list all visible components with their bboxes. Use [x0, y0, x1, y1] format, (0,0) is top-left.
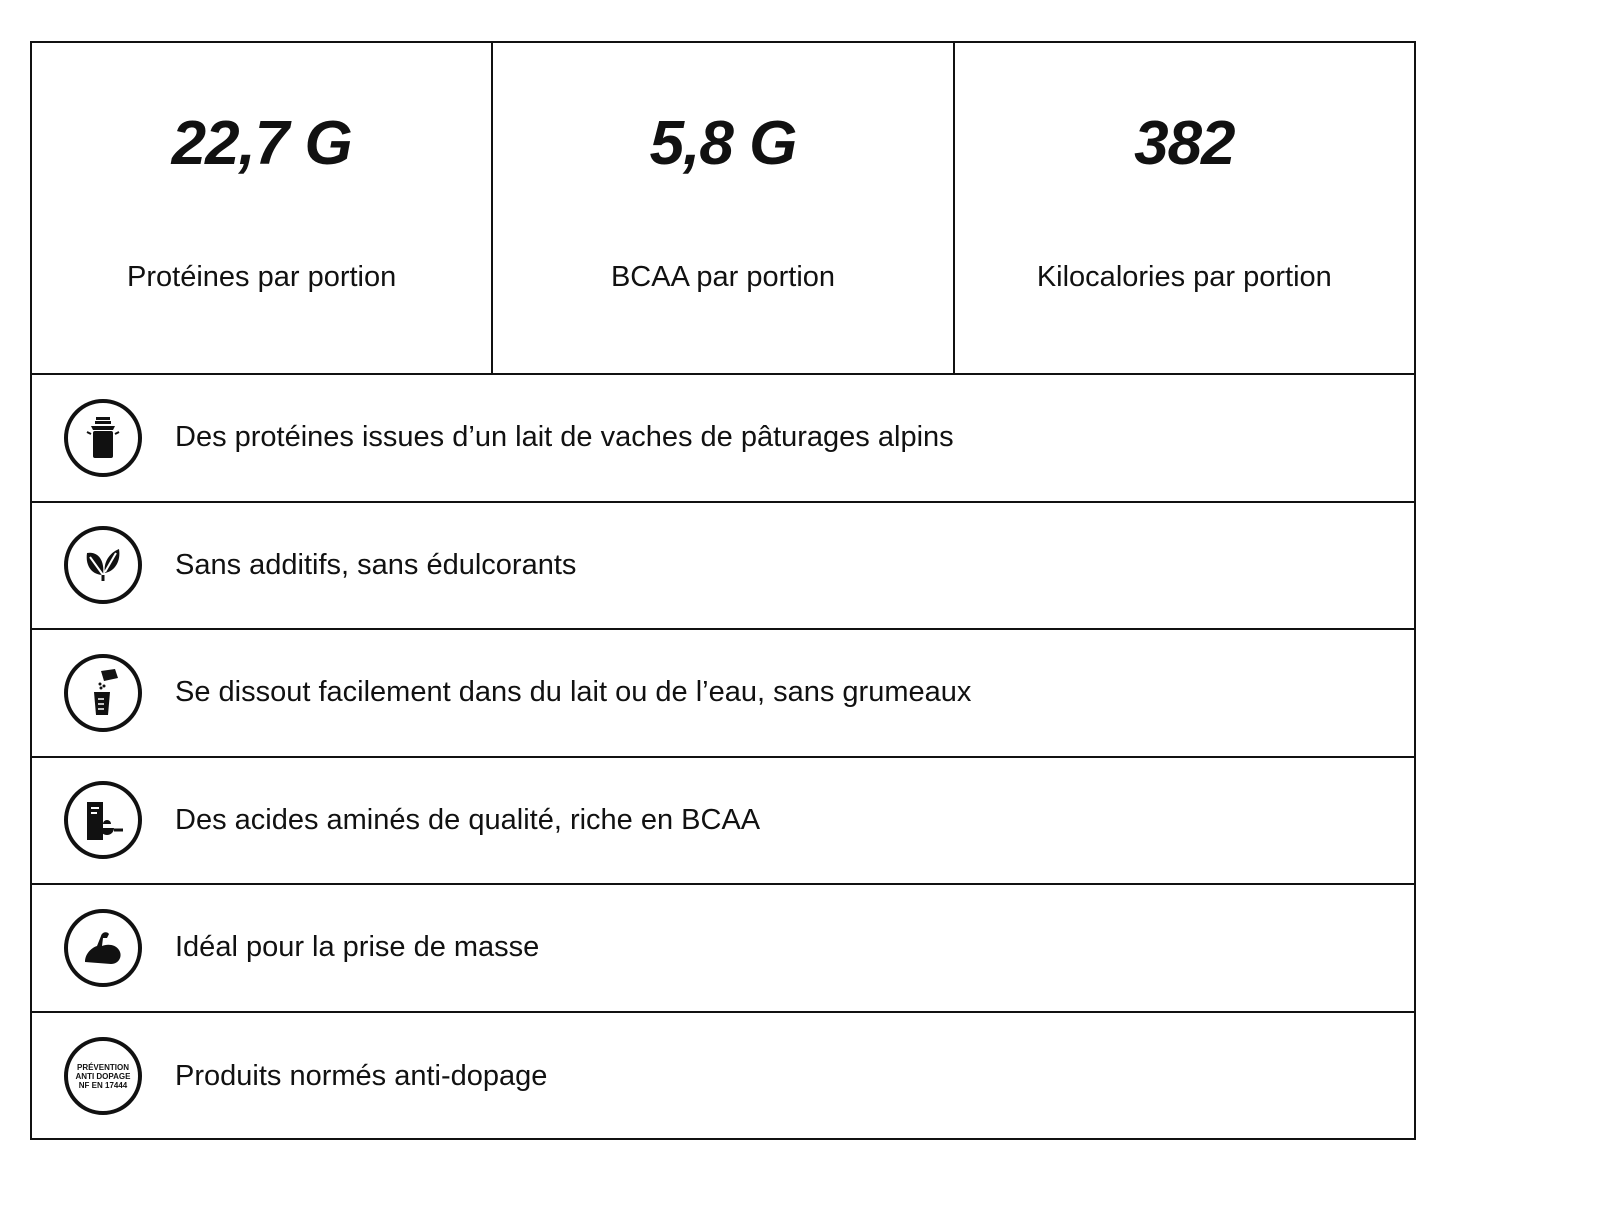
seal-line: NF EN 17444: [78, 1080, 128, 1090]
seal-line: ANTI DOPAGE: [75, 1071, 131, 1081]
stat-kilocalories: [955, 43, 1414, 373]
stat-label: BCAA par portion: [610, 261, 836, 293]
seal-line: PRÉVENTION: [76, 1062, 129, 1072]
leaves-icon: [64, 526, 142, 604]
feature-row-no-additives: [32, 503, 1414, 631]
stat-label: Protéines par portion: [127, 261, 397, 293]
feature-row-milk: [32, 375, 1414, 503]
stat-proteins: [32, 43, 493, 373]
stat-label: Kilocalories par portion: [1036, 261, 1332, 293]
feature-text: Sans additifs, sans édulcorants: [175, 548, 577, 581]
feature-text: Produits normés anti-dopage: [175, 1059, 548, 1092]
stats-row: [32, 43, 1414, 375]
shaker-powder-icon: [64, 654, 142, 732]
feature-text: Se dissout facilement dans du lait ou de l’eau, sans grumeaux: [175, 676, 972, 709]
feature-text: Des protéines issues d’un lait de vaches de pâturages alpins: [175, 421, 954, 454]
nutrition-feature-table: [30, 41, 1416, 1140]
feature-row-dissolves: [32, 630, 1414, 758]
stat-value: 382: [1134, 109, 1235, 178]
feature-row-amino-acids: [32, 758, 1414, 886]
feature-row-anti-doping: [32, 1013, 1414, 1141]
stat-bcaa: [493, 43, 954, 373]
milk-can-icon: [64, 399, 142, 477]
anti-doping-seal-text: [76, 1063, 131, 1090]
flexed-arm-icon: [64, 909, 142, 987]
scoop-container-icon: [64, 781, 142, 859]
anti-doping-seal-icon: [64, 1037, 142, 1115]
feature-text: Des acides aminés de qualité, riche en BCAA: [175, 803, 761, 836]
feature-row-mass-gain: [32, 885, 1414, 1013]
stat-value: 22,7 G: [171, 109, 352, 178]
feature-text: Idéal pour la prise de masse: [175, 931, 540, 964]
stat-value: 5,8 G: [649, 109, 797, 178]
